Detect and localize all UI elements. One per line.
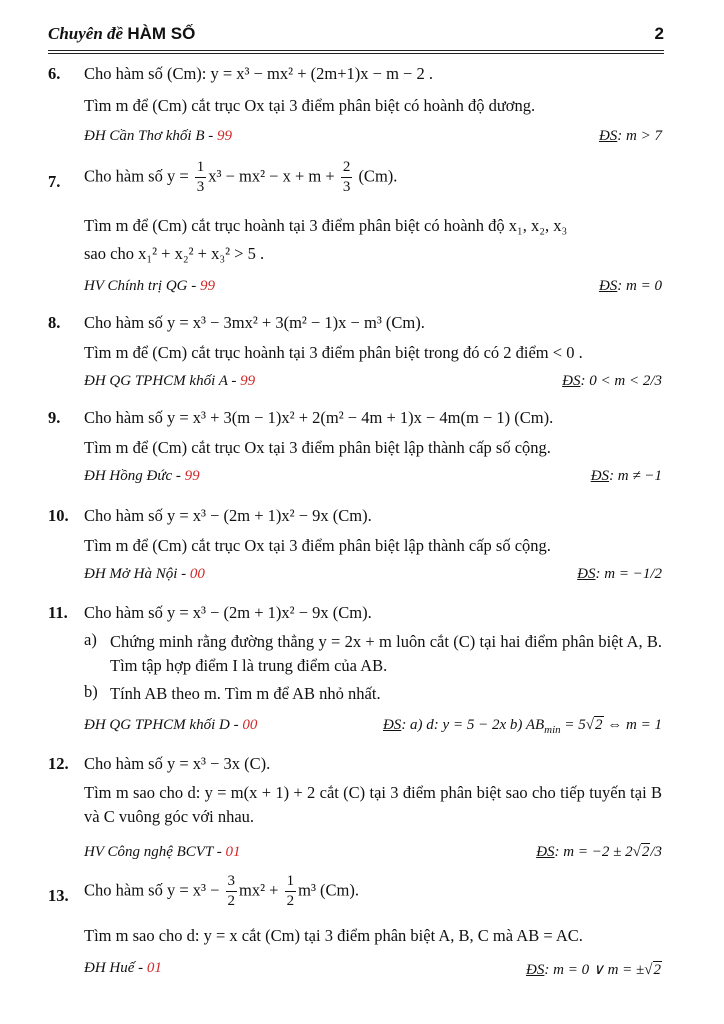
answer-radicand: 2: [595, 717, 603, 733]
problem-task: Tìm m sao cho d: y = x cắt (Cm) tại 3 điểm phân biệt A, B, C mà AB = AC.: [84, 926, 583, 945]
problem-number: 13.: [48, 886, 69, 905]
sub-question-label: a): [84, 630, 97, 649]
answer-value: : m = −2 ± 2√2/3: [554, 844, 662, 860]
problem-answer: [536, 844, 662, 861]
problem-task: Tìm m để (Cm) cắt trục hoành tại 3 điểm phân biệt có hoành độ x₁, x₂, x₃: [84, 216, 568, 235]
answer-label: ĐS: [536, 844, 555, 860]
answer-label: ĐS: [382, 717, 402, 733]
page-header: [48, 22, 664, 51]
statement-part: m³ (Cm).: [298, 880, 359, 900]
header-title-bold: HÀM SỐ: [127, 24, 196, 43]
source-year: 01: [146, 960, 162, 976]
source-name: ĐH Mở Hà Nội -: [84, 566, 190, 582]
problem-task: Tìm m để (Cm) cắt trục hoành tại 3 điểm phân biệt trong đó có 2 điểm < 0 .: [84, 343, 583, 362]
problem-task: Tìm m để (Cm) cắt trục Ox tại 3 điểm phân biệt lập thành cấp số cộng.: [84, 536, 551, 555]
answer-part: : m = −2 ± 2: [554, 844, 633, 860]
answer-value: : m > 7: [617, 128, 662, 144]
source-year: 99: [184, 468, 200, 484]
problem-answer: [562, 373, 662, 390]
header-title-italic: Chuyên đề: [48, 24, 128, 43]
page-number: 2: [654, 24, 664, 43]
fraction-numerator: 1: [285, 874, 297, 892]
answer-label: ĐS: [590, 468, 610, 484]
answer-radicand: 2: [653, 962, 661, 978]
source-year: 00: [242, 717, 258, 733]
statement-part: (Cm).: [354, 166, 398, 186]
header-title: [48, 24, 195, 44]
sub-question-text: Tính AB theo m. Tìm m để AB nhỏ nhất.: [110, 684, 381, 703]
problem-statement: Cho hàm số y = x³ − 3x (C).: [84, 754, 271, 773]
source-year: 00: [189, 566, 205, 582]
sub-question-text: Chứng minh rằng đường thẳng y = 2x + m luôn cắt (C) tại hai điểm phân biệt A, B. Tìm tập hợp điểm I là trung điểm của AB.: [110, 632, 662, 675]
fraction: [226, 874, 238, 909]
problem-source: [84, 960, 162, 977]
fraction: [285, 874, 297, 909]
problem-statement: Cho hàm số y = x³ − (2m + 1)x² − 9x (Cm).: [84, 506, 372, 525]
problem-source: [84, 566, 205, 583]
source-year: 99: [217, 128, 233, 144]
problem-source: [84, 278, 215, 295]
problem-answer: [526, 960, 662, 979]
problem-task: Tìm m sao cho d: y = m(x + 1) + 2 cắt (C) tại 3 điểm phân biệt sao cho tiếp tuyến tại B và C vuông góc với nhau.: [84, 783, 662, 826]
problem-number: 7.: [48, 172, 61, 191]
fraction-denominator: 2: [286, 893, 295, 909]
problem-statement: Cho hàm số (Cm): y = x³ − mx² + (2m+1)x − m − 2 .: [84, 64, 433, 83]
problem-statement: Cho hàm số y = x³ − (2m + 1)x² − 9x (Cm).: [84, 603, 372, 622]
source-name: ĐH Cần Thơ khối B -: [84, 128, 218, 144]
answer-part: = 5: [560, 717, 586, 733]
statement-part: Cho hàm số y =: [84, 166, 193, 186]
fraction-numerator: 3: [226, 874, 238, 892]
answer-label: ĐS: [526, 962, 545, 978]
problem-statement: [84, 160, 662, 195]
answer-label: ĐS: [562, 373, 581, 389]
problem-answer: [599, 128, 662, 145]
problem-number: 8.: [48, 313, 61, 332]
statement-part: Cho hàm số y = x³ −: [84, 880, 224, 900]
problem-source: [84, 844, 241, 861]
answer-part: : a) d: y = 5 − 2x b) AB: [401, 717, 545, 733]
answer-part: /3: [650, 844, 662, 860]
source-name: ĐH QG TPHCM khối D -: [84, 717, 243, 733]
problem-number: 9.: [48, 408, 61, 427]
problem-statement: Cho hàm số y = x³ + 3(m − 1)x² + 2(m² − 4m + 1)x − 4m(m − 1) (Cm).: [84, 408, 554, 427]
fraction-denominator: 3: [342, 179, 351, 195]
answer-part: ⇔ m = 1: [603, 717, 662, 733]
problem-number: 6.: [48, 64, 61, 83]
answer-value: : m ≠ −1: [609, 468, 662, 484]
fraction-numerator: 2: [341, 160, 353, 178]
source-name: HV Công nghệ BCVT -: [84, 844, 226, 860]
problem-task: Tìm m để (Cm) cắt trục Ox tại 3 điểm phân biệt có hoành độ dương.: [84, 96, 536, 115]
statement-part: mx² +: [239, 880, 283, 900]
problem-source: [84, 717, 257, 734]
problem-answer: [383, 717, 662, 736]
source-name: ĐH Huế -: [84, 960, 147, 976]
problem-number: 11.: [48, 603, 68, 622]
source-name: ĐH Hồng Đức -: [84, 468, 185, 484]
problem-answer: [599, 278, 662, 295]
problem-number: 12.: [48, 754, 69, 773]
fraction-numerator: 1: [195, 160, 207, 178]
statement-part: x³ − mx² − x + m +: [208, 166, 339, 186]
problem-statement: [84, 874, 662, 909]
problem-answer: [591, 468, 662, 485]
problem-source: [84, 128, 232, 145]
fraction-denominator: 3: [196, 179, 205, 195]
answer-subscript: min: [544, 724, 561, 736]
source-name: ĐH QG TPHCM khối A -: [84, 373, 241, 389]
problem-task: Tìm m để (Cm) cắt trục Ox tại 3 điểm phân biệt lập thành cấp số cộng.: [84, 438, 551, 457]
sub-question-a: [84, 630, 662, 680]
answer-label: ĐS: [577, 566, 596, 582]
problem-condition: sao cho x₁² + x₂² + x₃² > 5 .: [84, 244, 265, 263]
source-year: 01: [225, 844, 241, 860]
answer-value: : 0 < m < 2/3: [580, 373, 662, 389]
answer-part: : m = 0 ∨ m = ±: [544, 962, 645, 978]
answer-label: ĐS: [598, 278, 618, 294]
answer-radicand: 2: [641, 844, 650, 860]
answer-value: : m = 0: [617, 278, 662, 294]
problem-source: [84, 468, 200, 485]
problem-number: 10.: [48, 506, 69, 525]
fraction: [341, 160, 353, 195]
fraction: [195, 160, 207, 195]
answer-value: : m = −1/2: [595, 566, 662, 582]
problem-source: [84, 373, 255, 390]
source-year: 99: [240, 373, 256, 389]
answer-label: ĐS: [598, 128, 618, 144]
answer-value: : a) d: y = 5 − 2x b) $AB_{min} = 5√2$ ⇔ m = 1: [401, 717, 662, 736]
problem-answer: [577, 566, 662, 583]
source-year: 99: [199, 278, 215, 294]
fraction-denominator: 2: [227, 893, 236, 909]
sub-question-label: b): [84, 682, 98, 701]
answer-value: : m = 0 ∨ m = ±√2: [544, 962, 661, 978]
sub-question-b: [84, 682, 662, 708]
source-name: HV Chính trị QG -: [84, 278, 200, 294]
problem-statement: Cho hàm số y = x³ − 3mx² + 3(m² − 1)x − m³ (Cm).: [84, 313, 425, 332]
